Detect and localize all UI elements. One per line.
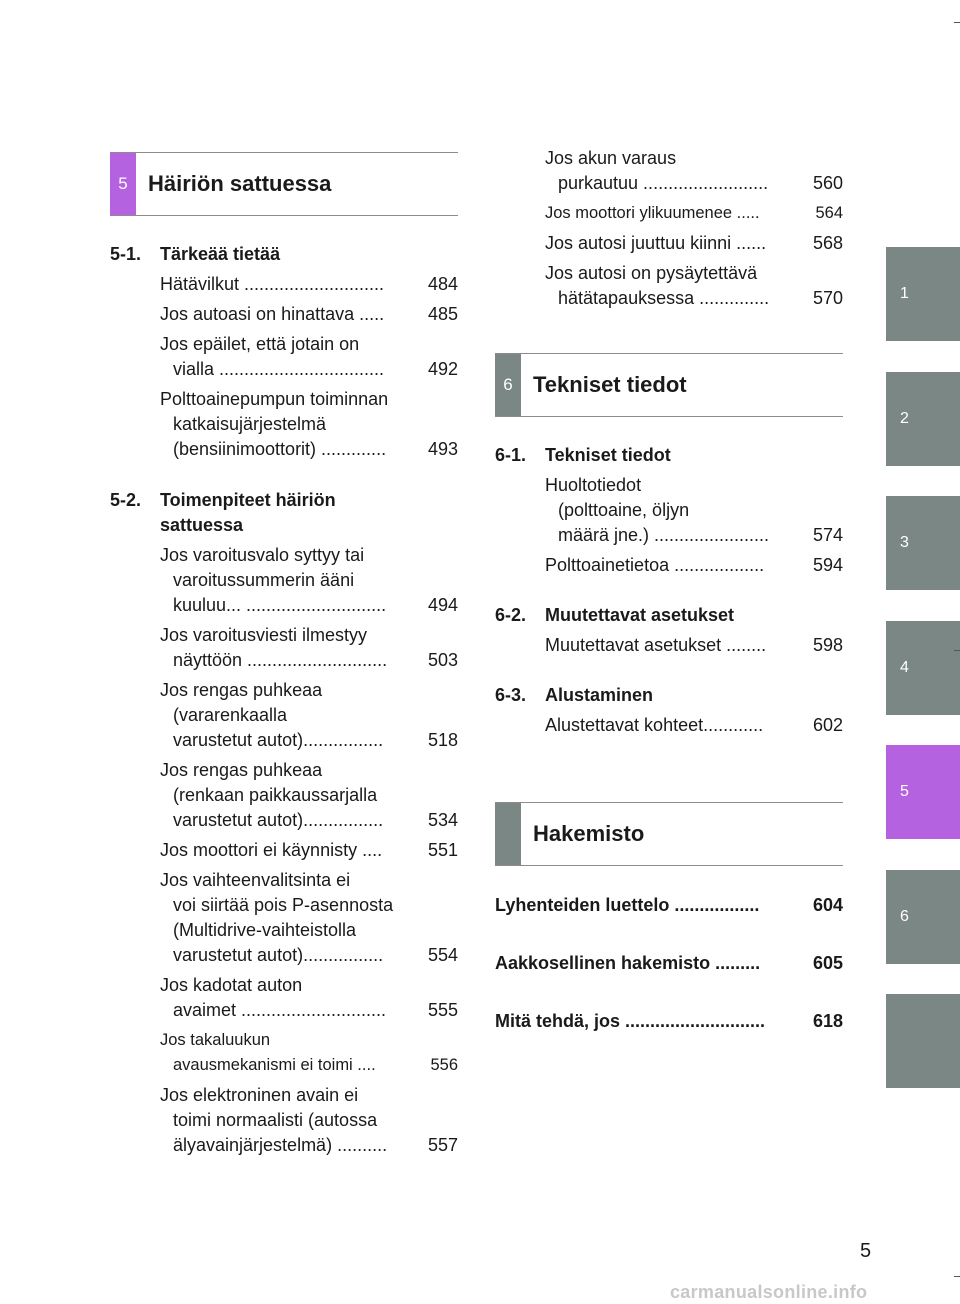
toc-entry[interactable] bbox=[160, 302, 458, 327]
toc-entry[interactable] bbox=[160, 868, 458, 968]
toc-group-label: Alustaminen bbox=[545, 685, 654, 705]
toc-entry-page: 493 bbox=[427, 439, 458, 459]
chapter-tab-index[interactable] bbox=[886, 994, 960, 1088]
toc-entry[interactable] bbox=[545, 713, 843, 738]
toc-entry-text: Jos kadotat auton avaimet ............................. bbox=[160, 975, 387, 1020]
right-top-entries bbox=[495, 141, 843, 311]
toc-entry-page: 574 bbox=[812, 525, 843, 545]
toc-entry[interactable] bbox=[160, 387, 458, 462]
toc-entry-text: Jos elektroninen avain ei toimi normaalisti (autossa älyavainjärjestelmä) .......... bbox=[160, 1085, 388, 1155]
toc-entry[interactable] bbox=[160, 1028, 458, 1078]
toc-group-title[interactable] bbox=[495, 443, 843, 468]
section-6-number: 6 bbox=[495, 354, 521, 416]
edge-tick bbox=[954, 1276, 960, 1277]
toc-entry[interactable] bbox=[160, 332, 458, 382]
toc-entry-page: 485 bbox=[427, 304, 458, 324]
toc-entry-text: Muutettavat asetukset ........ bbox=[545, 635, 767, 655]
toc-group-label: Tekniset tiedot bbox=[545, 445, 671, 465]
toc-entry-page: 554 bbox=[427, 945, 458, 965]
index-entry-text: Mitä tehdä, jos ............................ bbox=[495, 1011, 766, 1031]
edge-tick bbox=[954, 22, 960, 23]
chapter-tab-6[interactable]: 6 bbox=[886, 870, 960, 964]
toc-entry-text: Polttoainetietoa .................. bbox=[545, 555, 765, 575]
index-entry-page: 618 bbox=[812, 1011, 843, 1031]
toc-entry-text: Jos rengas puhkeaa (vararenkaalla varustetut autot)................ bbox=[160, 680, 384, 750]
toc-entry-text: Jos vaihteenvalitsinta ei voi siirtää pois P-asennosta (Multidrive-vaihteistolla varustetut autot)................ bbox=[160, 870, 394, 965]
chapter-tab-5[interactable]: 5 bbox=[886, 745, 960, 839]
toc-group-title[interactable] bbox=[110, 242, 458, 267]
toc-entry-text: Polttoainepumpun toiminnan katkaisujärjestelmä (bensiinimoottorit) ............. bbox=[160, 389, 389, 459]
toc-entry[interactable] bbox=[160, 758, 458, 833]
toc-group-title[interactable] bbox=[495, 683, 843, 708]
toc-entry-page: 570 bbox=[812, 288, 843, 308]
toc-entry-text: Jos rengas puhkeaa (renkaan paikkaussarjalla varustetut autot)................ bbox=[160, 760, 384, 830]
toc-entry-text: Hätävilkut ............................ bbox=[160, 274, 385, 294]
toc-entry-page: 594 bbox=[812, 555, 843, 575]
toc-group bbox=[495, 683, 843, 738]
toc-group-label: Toimenpiteet häiriön sattuessa bbox=[160, 490, 336, 535]
index-header-marker bbox=[495, 803, 521, 865]
chapter-tab-1[interactable]: 1 bbox=[886, 247, 960, 341]
index-header bbox=[495, 802, 843, 866]
section-5-title: Häiriön sattuessa bbox=[148, 171, 332, 196]
section-6-title: Tekniset tiedot bbox=[533, 372, 687, 397]
toc-entry-text: Jos takaluukun avausmekanismi ei toimi .... bbox=[160, 1031, 376, 1074]
toc-entry[interactable] bbox=[545, 553, 843, 578]
toc-entry-text: Jos epäilet, että jotain on vialla ................................. bbox=[160, 334, 385, 379]
index-entry-page: 604 bbox=[812, 895, 843, 915]
section-6-header bbox=[495, 353, 843, 417]
toc-entry-text: Huoltotiedot (polttoaine, öljyn määrä jne.) ....................... bbox=[545, 475, 770, 545]
toc-entry[interactable] bbox=[160, 973, 458, 1023]
toc-group-title[interactable] bbox=[110, 488, 458, 538]
toc-entry[interactable] bbox=[545, 633, 843, 658]
toc-entry[interactable] bbox=[545, 146, 843, 196]
toc-group-number: 5-2. bbox=[110, 490, 142, 510]
toc-entry-text: Jos autosi on pysäytettävä hätätapauksessa .............. bbox=[545, 263, 770, 308]
toc-group-number: 6-2. bbox=[495, 605, 527, 625]
toc-entry-page: 484 bbox=[427, 274, 458, 294]
index-entry-page: 605 bbox=[812, 953, 843, 973]
toc-group-number: 6-3. bbox=[495, 685, 527, 705]
toc-group-label: Tärkeää tietää bbox=[160, 244, 281, 264]
toc-entry-page: 503 bbox=[427, 650, 458, 670]
toc-entry[interactable] bbox=[160, 272, 458, 297]
index-entry-text: Lyhenteiden luettelo ................. bbox=[495, 895, 760, 915]
toc-entry-page: 534 bbox=[427, 810, 458, 830]
toc-entry-text: Jos akun varaus purkautuu ......................... bbox=[545, 148, 769, 193]
toc-entry-page: 518 bbox=[427, 730, 458, 750]
toc-entry-page: 560 bbox=[812, 173, 843, 193]
toc-entry-text: Jos autosi juuttuu kiinni ...... bbox=[545, 233, 767, 253]
toc-group-number: 5-1. bbox=[110, 244, 142, 264]
toc-entry[interactable] bbox=[160, 838, 458, 863]
toc-entry-page: 598 bbox=[812, 635, 843, 655]
index-entry[interactable] bbox=[495, 951, 843, 976]
toc-entry[interactable] bbox=[545, 473, 843, 548]
toc-entry-page: 602 bbox=[812, 715, 843, 735]
index-title: Hakemisto bbox=[533, 821, 645, 846]
index-entry-text: Aakkosellinen hakemisto ......... bbox=[495, 953, 761, 973]
toc-entry-page: 556 bbox=[430, 1056, 458, 1074]
left-toc bbox=[110, 242, 458, 1184]
toc-entry[interactable] bbox=[160, 678, 458, 753]
toc-entry[interactable] bbox=[545, 231, 843, 256]
chapter-tab-3[interactable]: 3 bbox=[886, 496, 960, 590]
toc-entry-page: 551 bbox=[427, 840, 458, 860]
toc-group-label: Muutettavat asetukset bbox=[545, 605, 735, 625]
right-toc bbox=[495, 443, 843, 763]
toc-group bbox=[495, 443, 843, 578]
index-entry[interactable] bbox=[495, 1009, 843, 1034]
toc-entry-page: 555 bbox=[427, 1000, 458, 1020]
toc-group-number: 6-1. bbox=[495, 445, 527, 465]
toc-entry-page: 492 bbox=[427, 359, 458, 379]
index-entries bbox=[495, 893, 843, 1067]
toc-entry-page: 557 bbox=[427, 1135, 458, 1155]
toc-group-title[interactable] bbox=[495, 603, 843, 628]
toc-entry[interactable] bbox=[160, 623, 458, 673]
toc-entry[interactable] bbox=[160, 1083, 458, 1158]
chapter-tab-2[interactable]: 2 bbox=[886, 372, 960, 466]
toc-entry-text: Alustettavat kohteet............ bbox=[545, 715, 764, 735]
toc-entry-text: Jos moottori ylikuumenee ..... bbox=[545, 204, 760, 222]
watermark: carmanualsonline.info bbox=[670, 1282, 868, 1302]
edge-tick bbox=[954, 650, 960, 651]
toc-group bbox=[110, 242, 458, 462]
toc-entry-page: 568 bbox=[812, 233, 843, 253]
toc-entry[interactable] bbox=[545, 261, 843, 311]
toc-entry-page: 564 bbox=[815, 204, 843, 222]
section-5-header bbox=[110, 152, 458, 216]
toc-entry[interactable] bbox=[545, 201, 843, 226]
toc-entry-text: Jos moottori ei käynnisty .... bbox=[160, 840, 383, 860]
toc-entry-text: Jos varoitusviesti ilmestyy näyttöön ............................ bbox=[160, 625, 388, 670]
toc-entry-text: Jos autoasi on hinattava ..... bbox=[160, 304, 385, 324]
toc-entry-text: Jos varoitusvalo syttyy tai varoitussummerin ääni kuuluu... ............................ bbox=[160, 545, 387, 615]
index-entry[interactable] bbox=[495, 893, 843, 918]
toc-group bbox=[110, 488, 458, 1158]
toc-group bbox=[495, 603, 843, 658]
page-number: 5 bbox=[860, 1240, 872, 1262]
toc-entry-page: 494 bbox=[427, 595, 458, 615]
section-5-number: 5 bbox=[110, 153, 136, 215]
toc-entry[interactable] bbox=[160, 543, 458, 618]
chapter-tab-4[interactable]: 4 bbox=[886, 621, 960, 715]
